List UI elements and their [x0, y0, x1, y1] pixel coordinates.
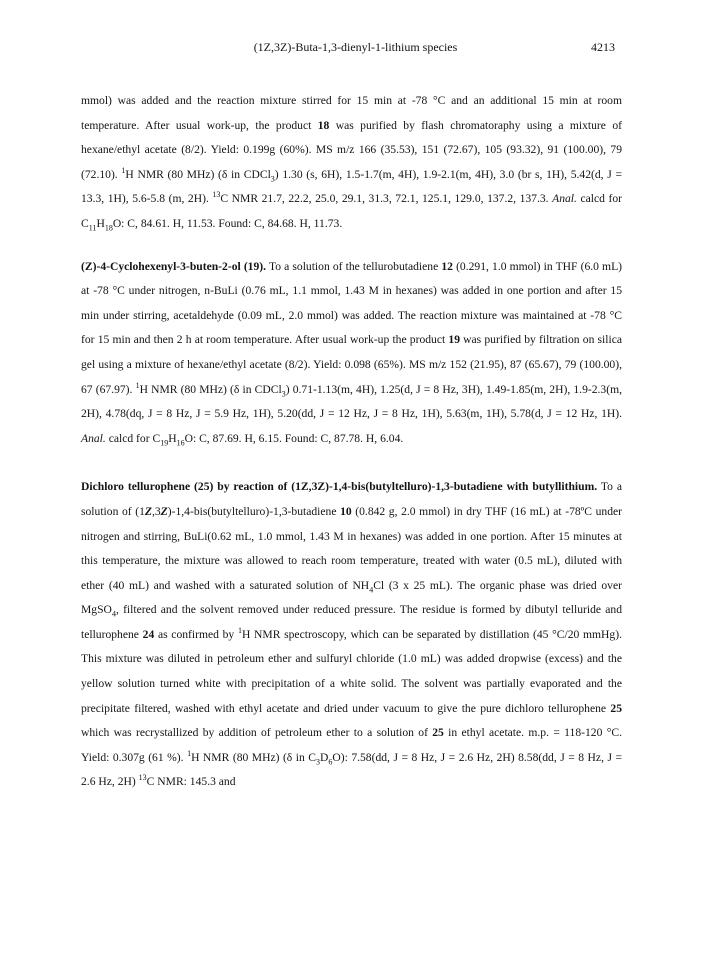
text-run: H	[96, 216, 105, 230]
text-run: calcd for C	[81, 192, 622, 230]
subscript: 3	[316, 757, 320, 767]
italic-run: Anal.	[552, 192, 577, 206]
article-body	[81, 89, 622, 795]
text-run: C NMR 21.7, 22.2, 25.0, 29.1, 31.3, 72.1, 125.1, 129.0, 137.2, 137.3.	[220, 192, 553, 206]
text-run: ,3	[151, 504, 161, 518]
text-run: O: C, 84.61. H, 11.53. Found: C, 84.68. H, 11.73.	[112, 216, 343, 230]
superscript: 1	[237, 626, 242, 636]
compound-number: 10	[340, 504, 352, 518]
subscript: 11	[88, 223, 97, 233]
text-run: H NMR (80 MHz) (δ in C	[191, 750, 316, 764]
subscript: 3	[281, 388, 286, 398]
subscript: 16	[176, 438, 185, 448]
text-run: ) 1.30 (s, 6H), 1.5-1.7(m, 4H), 1.9-2.1(m, 4H), 3.0 (br s, 1H), 5.42(d, J = 13.3, 1H), 5.6-5.8 (m, 2H).	[81, 167, 622, 206]
text-run: (0.842 g, 2.0 mmol) in dry THF (16 mL) at -78ºC under nitrogen and stirring, BuLi(0.62 mL, 1.0 mmol, 1.43 M in hexanes) was added in one portion. After 15 minutes at this temperature, the mixture was allowed to reach room temperature, treated with water (0.5 mL), diluted with ether (40 mL) and washed with a saturated solution of NH	[81, 504, 622, 592]
subscript: 4	[111, 609, 116, 619]
text-run: which was recrystallized by addition of petroleum ether to a solution of	[81, 726, 433, 740]
text-run: )-1,4-bis(butyltelluro)-1,3-butadiene	[167, 504, 341, 518]
text-run: was purified by flash chromatoraphy using a mixture of hexane/ethyl acetate (8/2). Yield: 0.199g (60%). MS m/z 166 (35.53), 151 (72.67), 105 (93.32), 91 (100.00), 79 (72.10).	[81, 118, 622, 181]
text-run: D	[320, 750, 329, 764]
compound-number: 19	[448, 333, 460, 347]
superscript: 13	[138, 773, 147, 783]
paragraph-spacer	[81, 451, 622, 475]
text-run: O): 7.58(dd, J = 8 Hz, J = 2.6 Hz, 2H) 8.58(dd, J = 8 Hz, J = 2.6 Hz, 2H)	[81, 750, 622, 789]
paragraph-spacer	[81, 237, 622, 255]
superscript: 13	[212, 190, 221, 200]
text-run: To a solution of the tellurobutadiene	[266, 259, 442, 273]
compound-number: 24	[142, 627, 155, 641]
text-run: was purified by filtration on silica gel using a mixture of hexane/ethyl acetate (8/2). Yield: 0.098 (65%). MS m/z 152 (21.95), 87 (65.67), 79 (100.00), 67 (67.97).	[81, 333, 623, 396]
compound-number: 25	[610, 701, 622, 715]
text-run: , filtered and the solvent removed under reduced pressure. The residue is formed by dibutyl telluride and tellurophene	[81, 603, 622, 641]
text-run: H NMR spectroscopy, which can be separated by distillation (45 °C/20 mmHg). This mixture was diluted in petroleum ether and sulfuryl chloride (1.0 mL) was added dropwise (excess) and the yellow solution turned white with precipitation of a white solid. The solvent was partially evaporated and the precipitate filtered, washed with ethyl acetate and dried under vacuum to give the pure dichloro tellurophene	[81, 627, 622, 715]
stereo-descriptor: Z	[144, 504, 152, 518]
compound-number: 25	[432, 726, 444, 740]
text-run: C NMR: 145.3 and	[146, 775, 236, 789]
section-heading: Dichloro tellurophene (25) by reaction of (1Z,3Z)-1,4-bis(butyltelluro)-1,3-butadiene with butyllithium.	[81, 480, 598, 494]
subscript: 6	[328, 757, 333, 767]
superscript: 1	[121, 165, 126, 175]
text-run: H	[168, 431, 177, 445]
text-run: ) 0.71-1.13(m, 4H), 1.25(d, J = 8 Hz, 3H), 1.49-1.85(m, 2H), 1.9-2.3(m, 2H), 4.78(dq, J = 8 Hz, J = 5.9 Hz, 1H), 5.20(dd, J = 12 Hz, J = 8 Hz, 1H), 5.63(m, 1H), 5.78(d, J = 12 Hz, 1H).	[81, 382, 622, 421]
text-run: Cl (3 x 25 mL). The organic phase was dried over MgSO	[81, 578, 622, 617]
subscript: 19	[160, 438, 169, 448]
italic-run: Anal.	[81, 431, 106, 445]
stereo-descriptor: Z	[160, 504, 168, 518]
section-heading: (Z)-4-Cyclohexenyl-3-buten-2-ol (19).	[81, 259, 267, 273]
text-run: as confirmed by	[154, 627, 238, 641]
compound-number: 12	[441, 259, 453, 273]
text-run: To a solution of (1	[81, 480, 622, 518]
subscript: 18	[104, 223, 113, 233]
text-run: (0.291, 1.0 mmol) in THF (6.0 mL) at -78 °C under nitrogen, n-BuLi (0.76 mL, 1.1 mmol, 1.43 M in hexanes) was added in one portion and after 15 min under stirring, acetaldehyde (0.09 mL, 2.0 mmol) was added. The reaction mixture was maintained at -78 °C for 15 min and then 2 h at room temperature. After usual work-up the product	[81, 259, 623, 347]
text-run: in ethyl acetate. m.p. = 118-120 °C. Yield: 0.307g (61 %).	[81, 726, 622, 764]
paragraph-compound-19	[81, 255, 622, 452]
text-run: H NMR (80 MHz) (δ in CDCl	[139, 382, 282, 396]
paragraph-compound-25	[81, 475, 622, 795]
text-run: calcd for C	[105, 431, 161, 445]
compound-number: 18	[317, 118, 330, 132]
text-run: H NMR (80 MHz) (δ in CDCl	[125, 167, 271, 181]
running-header	[0, 40, 711, 58]
paragraph-product-18	[81, 89, 622, 237]
page-number: 4213	[591, 40, 615, 54]
subscript: 3	[270, 174, 275, 184]
superscript: 1	[187, 748, 192, 758]
text-run: mmol) was added and the reaction mixture stirred for 15 min at -78 °C and an additional 15 min at room temperature. After usual work-up, the product	[81, 94, 622, 132]
running-title: (1Z,3Z)-Buta-1,3-dienyl-1-lithium species	[253, 40, 458, 54]
text-run: O: C, 87.69. H, 6.15. Found: C, 87.78. H, 6.04.	[184, 431, 404, 445]
superscript: 1	[135, 380, 140, 390]
subscript: 4	[369, 585, 374, 594]
